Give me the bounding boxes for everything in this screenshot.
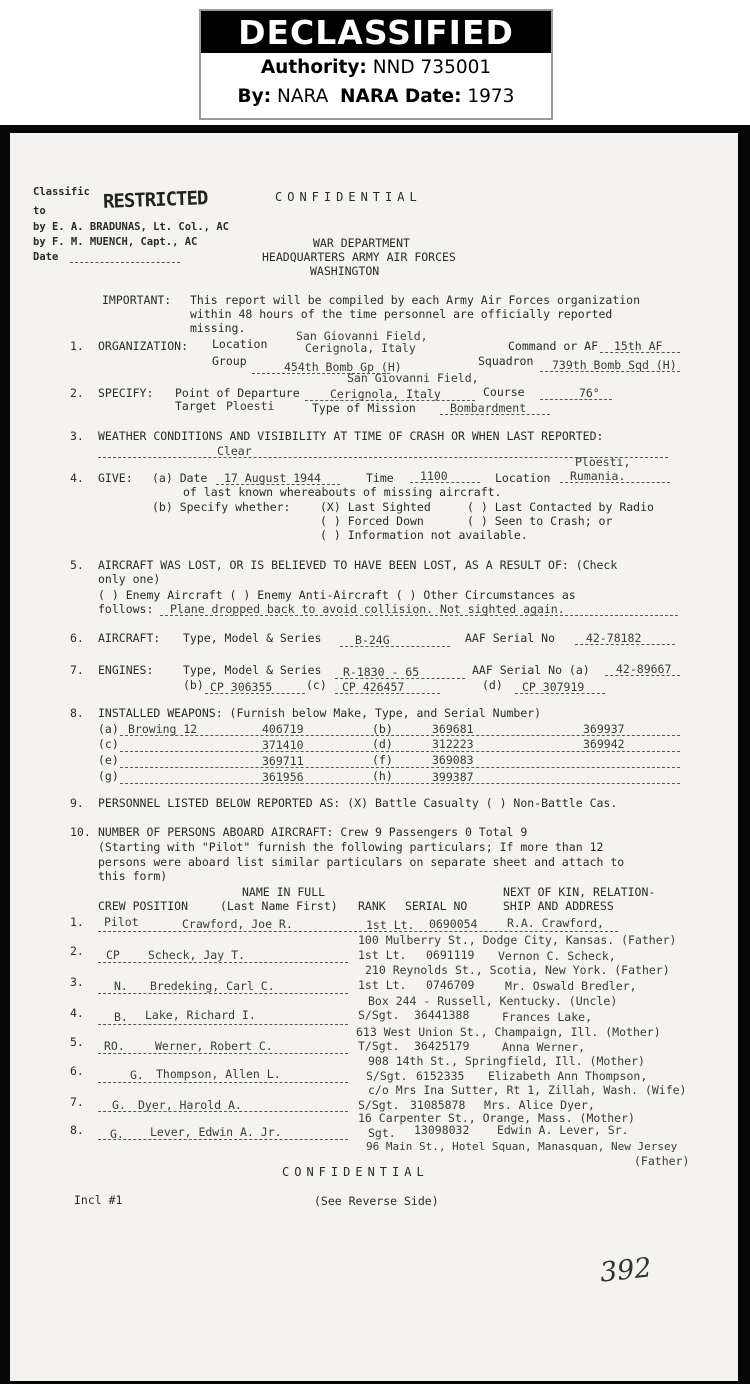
s1-squadron-value: 739th Bomb Sqd (H)	[552, 358, 677, 372]
crew-num: 8.	[70, 1123, 84, 1137]
classification-by1: by E. A. BRADUNAS, Lt. Col., AC	[33, 221, 229, 233]
classification-to: to	[33, 205, 46, 217]
crew-kin-name: Anna Werner,	[502, 1040, 586, 1054]
weapon-serial: 369711	[262, 754, 304, 768]
crew-kin-address: c/o Mrs Ina Sutter, Rt 1, Zillah, Wash. (Wife)	[368, 1083, 687, 1097]
s5-options: ( ) Enemy Aircraft ( ) Enemy Anti-Aircraft ( ) Other Circumstances as	[98, 588, 576, 602]
crew-header-name2: (Last Name First)	[220, 899, 338, 913]
crew-header-name1: NAME IN FULL	[242, 885, 326, 899]
weapon-row-label: (a)	[98, 722, 119, 736]
s4-opt-last-sighted: (X) Last Sighted	[320, 500, 431, 514]
s1-squadron-label: Squadron	[478, 354, 534, 368]
crew-name: Lever, Edwin A. Jr.	[150, 1125, 282, 1139]
crew-header-kin1: NEXT OF KIN, RELATION-	[503, 885, 656, 899]
s7-c-value: CP 426457	[342, 680, 405, 694]
weapon-row-label: (c)	[98, 737, 119, 751]
s7-label: ENGINES:	[98, 663, 154, 677]
s3-num: 3.	[70, 429, 84, 443]
crew-num: 2.	[70, 944, 84, 958]
crew-header-rank: RANK	[358, 899, 386, 913]
crew-num: 3.	[70, 975, 84, 989]
weapon-serial: 369681	[432, 722, 474, 736]
s10-line1: NUMBER OF PERSONS ABOARD AIRCRAFT: Crew 9 Passengers 0 Total 9	[98, 825, 528, 839]
crew-rule	[98, 931, 618, 932]
s4-time-rule	[410, 482, 480, 483]
important-text2: within 48 hours of the time personnel are officially reported	[190, 307, 613, 321]
s4-opt-forced-down: ( ) Forced Down	[320, 514, 424, 528]
weapon-rule	[120, 735, 680, 736]
crew-rank: 1st Lt.	[358, 948, 407, 962]
crew-kin-address: Box 244 - Russell, Kentucky. (Uncle)	[368, 994, 618, 1008]
crew-rank: S/Sgt.	[366, 1069, 408, 1083]
classification-date: Date	[33, 251, 59, 263]
crew-position: G.	[112, 1098, 126, 1112]
crew-name: Bredeking, Carl C.	[150, 979, 275, 993]
crew-kin-name: Elizabeth Ann Thompson,	[488, 1069, 648, 1083]
s6-num: 6.	[70, 631, 84, 645]
s10-line3: persons were aboard list similar particulars on separate sheet and attach to	[98, 855, 625, 869]
s1-squadron-rule	[540, 371, 680, 372]
weapon-row-label: (f)	[372, 753, 393, 767]
weapon-row-label: (d)	[372, 737, 393, 751]
crew-kin-address: 16 Carpenter St., Orange, Mass. (Mother)	[358, 1111, 635, 1125]
weapon-serial: 369942	[583, 737, 625, 751]
crew-rank: S/Sgt.	[358, 1098, 400, 1112]
weapon-rule	[120, 783, 680, 784]
s6-type-rule	[340, 646, 450, 647]
s1-group-value: 454th Bomb Gp (H)	[284, 360, 402, 374]
s7-type-rule	[335, 678, 465, 679]
s7-c-rule	[335, 693, 440, 694]
s7-a-rule	[605, 675, 680, 676]
s4-label: GIVE:	[98, 471, 133, 485]
s4-date-label: (a) Date	[152, 471, 208, 485]
s10-line2: (Starting with "Pilot" furnish the following particulars; If more than 12	[98, 840, 604, 854]
crew-serial: 0691119	[426, 948, 475, 962]
s4-opt-no-info: ( ) Information not available.	[320, 528, 528, 542]
crew-num: 7.	[70, 1095, 84, 1109]
crew-name: Scheck, Jay T.	[148, 948, 245, 962]
s1-command-rule	[600, 352, 680, 353]
crew-serial: 36441388	[414, 1008, 470, 1022]
s2-departure-label: Point of Departure	[175, 386, 300, 400]
s3-value: Clear	[217, 444, 252, 458]
restricted-stamp: RESTRICTED	[102, 187, 208, 213]
crew-rule	[98, 1024, 348, 1025]
declassified-stamp	[199, 9, 553, 120]
s8-num: 8.	[70, 706, 84, 720]
page-number-handwritten: 392	[598, 1252, 654, 1289]
crew-num: 1.	[70, 915, 84, 929]
crew-rule	[98, 1139, 348, 1140]
s2-departure-value1: San Giovanni Field,	[347, 371, 479, 385]
s5-rule	[160, 615, 678, 616]
s7-c-label: (c)	[306, 678, 327, 692]
dept-line3: WASHINGTON	[310, 264, 380, 278]
crew-serial: 13098032	[414, 1123, 470, 1137]
crew-rule	[98, 962, 348, 963]
weapon-serial: 312223	[432, 737, 474, 751]
s7-a-label: AAF Serial No (a)	[472, 663, 590, 677]
s7-d-value: CP 307919	[522, 680, 585, 694]
dept-line1: WAR DEPARTMENT	[313, 236, 410, 250]
s7-type-value: R-1830 - 65	[343, 665, 420, 679]
s7-d-rule	[515, 693, 605, 694]
s10-num: 10.	[70, 825, 91, 839]
crew-kin-name: Edwin A. Lever, Sr.	[497, 1123, 629, 1137]
s2-departure-value2: Cerignola, Italy	[330, 387, 441, 401]
weapon-rule	[120, 767, 680, 768]
inclosure-label: Incl #1	[74, 1193, 123, 1207]
crew-kin-address: 613 West Union St., Champaign, Ill. (Mother)	[356, 1025, 661, 1039]
s7-num: 7.	[70, 663, 84, 677]
crew-name: Crawford, Joe R.	[182, 917, 293, 931]
s2-mission-rule	[440, 414, 550, 415]
s7-a-value: 42-89667	[616, 662, 672, 676]
crew-position: Pilot	[104, 915, 139, 929]
crew-rule	[98, 993, 348, 994]
s2-num: 2.	[70, 386, 84, 400]
s6-serial-rule	[575, 644, 675, 645]
weapon-serial: 369083	[432, 753, 474, 767]
s10-line4: this form)	[98, 869, 168, 883]
weapon-rule	[120, 751, 680, 752]
s1-location-value2: Cerignola, Italy	[305, 341, 416, 355]
s2-mission-value: Bombardment	[450, 401, 527, 415]
s4-time-value: 1100	[420, 469, 448, 483]
weapon-row-label: (e)	[98, 753, 119, 767]
crew-num: 6.	[70, 1064, 84, 1078]
s6-label: AIRCRAFT:	[98, 631, 161, 645]
weapon-serial: 361956	[262, 770, 304, 784]
crew-kin-name: Vernon C. Scheck,	[498, 949, 616, 963]
s5-label: AIRCRAFT WAS LOST, OR IS BELIEVED TO HAVE BEEN LOST, AS A RESULT OF: (Check	[98, 558, 618, 572]
stamp-by: By: NARA NARA Date: 1973	[237, 86, 515, 107]
crew-kin-address: 96 Main St., Hotel Squan, Manasquan, New Jersey	[366, 1140, 678, 1153]
s4-opt-radio: ( ) Last Contacted by Radio	[467, 500, 654, 514]
weapon-serial: 399387	[432, 770, 474, 784]
crew-serial: 6152335	[416, 1069, 465, 1083]
crew-header-kin2: SHIP AND ADDRESS	[503, 899, 614, 913]
s2-target-label: Target	[175, 399, 217, 413]
crew-kin-address: 210 Reynolds St., Scotia, New York. (Father)	[365, 963, 670, 977]
s4-opt-crash: ( ) Seen to Crash; or	[467, 514, 613, 528]
s6-serial-label: AAF Serial No	[465, 631, 556, 645]
crew-name: Dyer, Harold A.	[138, 1098, 242, 1112]
date-rule	[70, 262, 180, 263]
s4-specify-label: (b) Specify whether:	[152, 500, 291, 514]
weapon-row-label: (h)	[372, 769, 393, 783]
s4-location-label: Location	[495, 471, 551, 485]
s7-type-label: Type, Model & Series	[183, 663, 322, 677]
s7-b-rule	[205, 693, 305, 694]
s7-d-label: (d)	[482, 678, 503, 692]
s1-command-value: 15th AF	[614, 339, 663, 353]
crew-serial: 36425179	[414, 1039, 470, 1053]
crew-rank: T/Sgt.	[358, 1039, 400, 1053]
s4-num: 4.	[70, 471, 84, 485]
stamp-authority: Authority: NND 735001	[260, 57, 492, 78]
s4-date-value: 17 August 1944	[224, 471, 321, 485]
crew-position: CP	[106, 948, 120, 962]
crew-kin-name: Mr. Oswald Bredler,	[505, 979, 637, 993]
crew-name: Werner, Robert C.	[155, 1039, 273, 1053]
s4-time-label: Time	[366, 471, 394, 485]
s2-course-label: Course	[483, 385, 525, 399]
s4-whereabouts: of last known whereabouts of missing aircraft.	[183, 485, 502, 499]
s2-target-value: Ploesti	[226, 399, 275, 413]
s6-type-value: B-24G	[355, 633, 390, 647]
important-label: IMPORTANT:	[102, 293, 172, 307]
s1-command-label: Command or AF	[508, 339, 599, 353]
see-reverse-note: (See Reverse Side)	[314, 1194, 439, 1208]
weapon-serial: 406719	[262, 722, 304, 736]
crew-rank: 1st Lt.	[366, 918, 415, 932]
crew-num: 5.	[70, 1035, 84, 1049]
s1-location-value1: San Giovanni Field,	[296, 329, 428, 343]
classification-by2: by F. M. MUENCH, Capt., AC	[33, 236, 198, 248]
crew-name: Thompson, Allen L.	[156, 1067, 281, 1081]
crew-serial: 0746709	[426, 978, 475, 992]
crew-serial: 31085878	[410, 1098, 466, 1112]
stamp-title: DECLASSIFIED	[201, 11, 551, 53]
s2-course-value: 76°	[579, 386, 600, 400]
crew-kin-name: Frances Lake,	[502, 1010, 593, 1024]
crew-kin-address: 908 14th St., Springfield, Ill. (Mother)	[368, 1054, 645, 1068]
crew-kin-name: R.A. Crawford,	[507, 916, 604, 930]
s2-course-rule	[540, 399, 612, 400]
s1-group-label: Group	[212, 354, 247, 368]
s5-value: Plane dropped back to avoid collision. Not sighted again.	[170, 602, 565, 616]
crew-kin-relation: (Father)	[634, 1154, 690, 1168]
s9-text: PERSONNEL LISTED BELOW REPORTED AS: (X) Battle Casualty ( ) Non-Battle Cas.	[98, 796, 618, 810]
crew-rule	[98, 1053, 348, 1054]
crew-position: RO.	[104, 1039, 125, 1053]
weapon-serial: 369937	[583, 722, 625, 736]
s7-b-label: (b)	[183, 678, 204, 692]
crew-rank: 1st Lt.	[358, 978, 407, 992]
s5-num: 5.	[70, 558, 84, 572]
crew-serial: 0690054	[429, 917, 478, 931]
crew-position: G.	[130, 1068, 144, 1082]
s8-label: INSTALLED WEAPONS: (Furnish below Make, Type, and Serial Number)	[98, 706, 542, 720]
s6-serial-value: 42-78182	[586, 631, 642, 645]
dept-line2: HEADQUARTERS ARMY AIR FORCES	[262, 250, 456, 264]
s6-type-label: Type, Model & Series	[183, 631, 322, 645]
important-text1: This report will be compiled by each Army Air Forces organization	[190, 293, 641, 307]
s5-follows: follows:	[98, 602, 154, 616]
weapon-row-label: (b)	[372, 722, 393, 736]
crew-kin-name: Mrs. Alice Dyer,	[484, 1098, 595, 1112]
weapon-row-label: (g)	[98, 769, 119, 783]
crew-header-serial: SERIAL NO	[405, 899, 468, 913]
s1-num: 1.	[70, 339, 84, 353]
s1-location-label: Location	[212, 337, 268, 351]
s9-num: 9.	[70, 796, 84, 810]
s5-label2: only one)	[98, 572, 161, 586]
crew-position: B.	[114, 1010, 128, 1024]
s7-b-value: CP 306355	[210, 680, 273, 694]
crew-kin-address: 100 Mulberry St., Dodge City, Kansas. (Father)	[358, 933, 677, 947]
crew-name: Lake, Richard I.	[145, 1008, 256, 1022]
crew-position: N.	[114, 979, 128, 993]
s4-location-rule	[560, 482, 670, 483]
crew-rule	[98, 1111, 348, 1112]
crew-header-position: CREW POSITION	[98, 899, 189, 913]
crew-rule	[98, 1082, 348, 1083]
weapon-make: Browing 12	[128, 722, 198, 736]
classification-label: Classific	[33, 186, 90, 198]
crew-rank: S/Sgt.	[358, 1008, 400, 1022]
weapon-serial: 371410	[262, 738, 304, 752]
important-text3: missing.	[190, 321, 246, 335]
crew-position: G.	[110, 1127, 124, 1141]
s4-location-value2: Rumania.	[570, 469, 626, 483]
s3-label: WEATHER CONDITIONS AND VISIBILITY AT TIME OF CRASH OR WHEN LAST REPORTED:	[98, 429, 604, 443]
confidential-footer: CONFIDENTIAL	[282, 1165, 429, 1179]
crew-rank: Sgt.	[368, 1126, 396, 1140]
crew-num: 4.	[70, 1006, 84, 1020]
s4-location-value1: Ploesti,	[575, 455, 631, 469]
confidential-header: CONFIDENTIAL	[275, 190, 422, 204]
s2-mission-label: Type of Mission	[312, 401, 416, 415]
s1-label: ORGANIZATION:	[98, 339, 189, 353]
s2-label: SPECIFY:	[98, 386, 154, 400]
